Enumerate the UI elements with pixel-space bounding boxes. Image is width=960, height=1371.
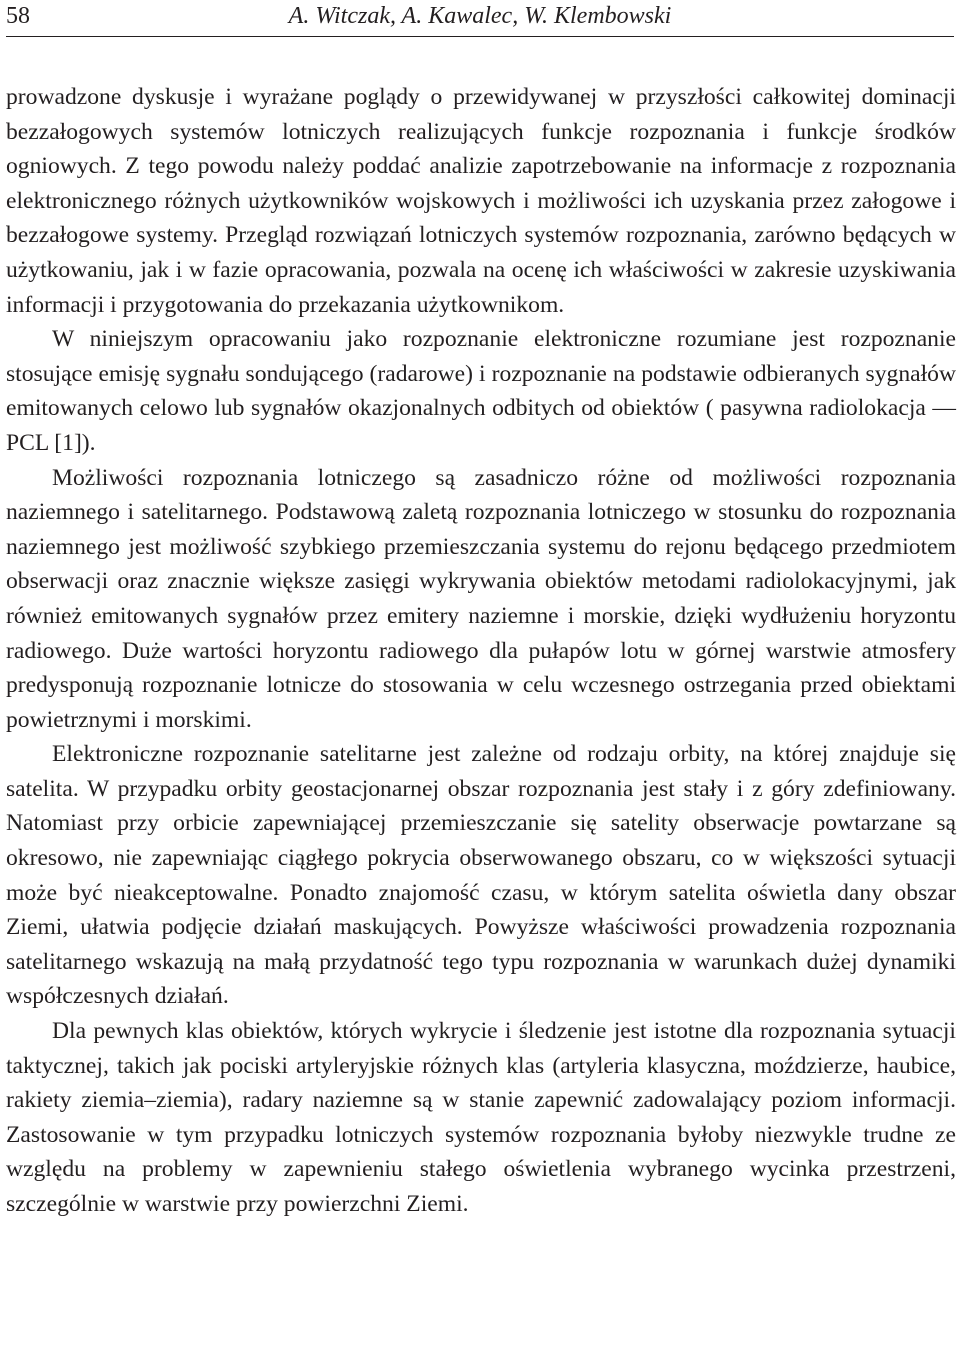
article-body xyxy=(6,80,956,1222)
page-header xyxy=(6,0,954,37)
running-head-authors: A. Witczak, A. Kawalec, W. Klembowski xyxy=(288,3,672,29)
paragraph-1: prowadzone dyskusje i wyrażane poglądy o przewidywanej w przyszłości całkowitej dominacji bezzałogowych systemów lotniczych realizujących funkcje rozpoznania i funkcje środków ogniowych. Z tego powodu należy poddać analizie zapotrzebowanie na informacje z rozpoznania elektronicznego różnych użytkowników wojskowych i możliwości ich uzyskania przez załogowe i bezzałogowe systemy. Przegląd rozwiązań lotniczych systemów rozpoznania, zarówno będących w użytkowaniu, jak i w fazie opracowania, pozwala na ocenę ich właściwości w zakresie uzyskiwania informacji i przygotowania do przekazania użytkownikom. xyxy=(6,84,956,318)
paragraph-5: Dla pewnych klas obiektów, których wykrycie i śledzenie jest istotne dla rozpoznania sytuacji taktycznej, takich jak pociski artyleryjskie różnych klas (artyleria klasyczna, moździerze, haubice, rakiety ziemia–ziemia), radary naziemne są w stanie zapewnić zadowalający poziom informacji. Zastosowanie w tym przypadku lotniczych systemów rozpoznania byłoby niezwykle trudne ze względu na problemy w zapewnieniu stałego oświetlenia wybranego wycinka przestrzeni, szczególnie w warstwie przy powierzchni Ziemi. xyxy=(6,1018,956,1217)
paragraph-4: Elektroniczne rozpoznanie satelitarne jest zależne od rodzaju orbity, na której znajduje się satelita. W przypadku orbity geostacjonarnej obszar rozpoznania jest stały i z góry zdefiniowany. Natomiast przy orbicie zapewniającej przemieszczanie się satelity obserwacje powtarzane są okresowo, nie zapewniając ciągłego pokrycia obserwowanego obszaru, co w większości sytuacji może być nieakceptowalne. Ponadto znajomość czasu, w którym satelita oświetla dany obszar Ziemi, ułatwia podjęcie działań maskujących. Powyższe właściwości prowadzenia rozpoznania satelitarnego wskazują na małą przydatność tego typu rozpoznania w warunkach dużej dynamiki współczesnych działań. xyxy=(6,741,956,1010)
paragraph-3: Możliwości rozpoznania lotniczego są zasadniczo różne od możliwości rozpoznania naziemnego i satelitarnego. Podstawową zaletą rozpoznania lotniczego w stosunku do rozpoznania naziemnego jest możliwość szybkiego przemieszczania systemu do rejonu będącego przedmiotem obserwacji oraz znacznie większe zasięgi wykrywania obiektów metodami radiolokacyjnymi, jak również emitowanych sygnałów przez emitery naziemne i morskie, dzięki wydłużeniu horyzontu radiowego. Duże wartości horyzontu radiowego dla pułapów lotu w górnej warstwie atmosfery predysponują rozpoznanie lotnicze do stosowania w celu wczesnego ostrzegania przed obiektami powietrznymi i morskimi. xyxy=(6,464,956,733)
paragraph-2: W niniejszym opracowaniu jako rozpoznanie elektroniczne rozumiane jest rozpoznanie stosujące emisję sygnału sondującego (radarowe) i rozpoznanie na podstawie odbieranych sygnałów emitowanych celowo lub sygnałów okazjonalnych odbitych od obiektów ( pasywna radiolokacja — PCL [1]). xyxy=(6,326,956,456)
page-number: 58 xyxy=(6,3,30,29)
